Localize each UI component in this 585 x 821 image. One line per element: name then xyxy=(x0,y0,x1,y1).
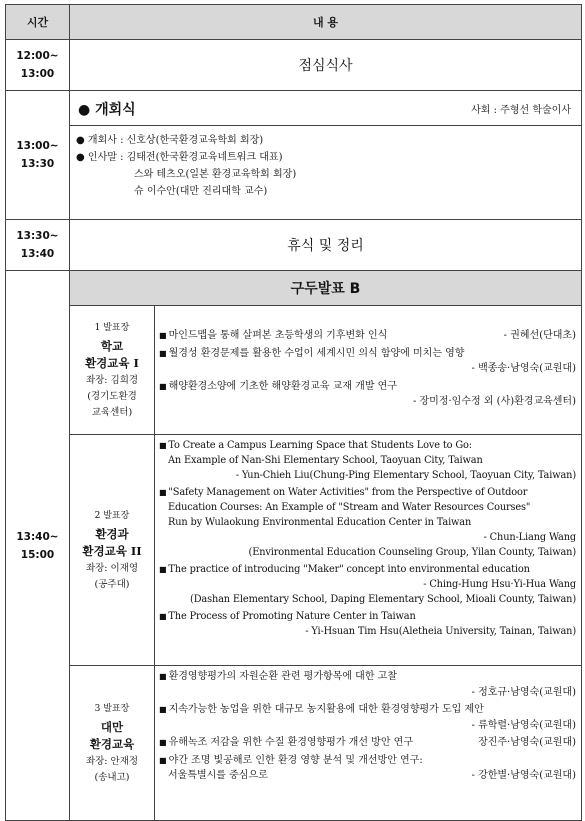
paper-title-cont: Run by Wulaokung Environmental Education Center in Taiwan xyxy=(168,517,472,528)
paper-item xyxy=(159,438,576,483)
paper-item xyxy=(159,669,576,700)
opening-line: ● 개회사 : 신호상(한국환경교육학회 회장) xyxy=(76,135,264,146)
lunch-time-end: 13:00 xyxy=(20,68,55,80)
paper-author: - 류학렬·남영숙(교원대) xyxy=(471,719,576,731)
paper-author: - Yun-Chieh Liu(Chung-Ping Elementary School, Taoyuan City, Taiwan) xyxy=(235,470,576,481)
session-row-3 xyxy=(6,666,582,821)
session-row-1 xyxy=(6,306,582,435)
paper-author: - 권혜선(단대초) xyxy=(503,330,576,342)
oral-title: 구두발표 B xyxy=(70,271,582,306)
paper-item xyxy=(159,379,576,410)
paper-title-cont: 서울특별시를 중심으로 xyxy=(168,770,268,781)
lunch-time-start: 12:00~ xyxy=(16,50,59,62)
session-name: 환경교육 I xyxy=(85,355,139,370)
paper-author: - Chun-Liang Wang xyxy=(483,532,576,543)
paper-affiliation: (Dashan Elementary School, Daping Elementary School, Mioali County, Taiwan) xyxy=(190,594,576,605)
oral-time xyxy=(6,271,70,821)
session-chair: 좌장: 이재영 xyxy=(85,562,139,574)
session-name: 환경교육 II xyxy=(82,543,142,558)
paper-title: ■ "Safety Management on Water Activities" from the Perspective of Outdoor xyxy=(159,485,576,500)
paper-title: ■ 마인드맵을 통해 살펴본 초등학생의 기후변화 인식 xyxy=(159,328,387,344)
session-label: 1 발표장 xyxy=(94,322,130,333)
break-time-end: 13:40 xyxy=(20,248,55,260)
session-chair: 교육센터) xyxy=(91,406,133,418)
paper-item xyxy=(159,328,576,344)
session-label: 3 발표장 xyxy=(94,703,130,714)
session-row-2 xyxy=(6,435,582,666)
session-2-info xyxy=(70,435,155,666)
opening-line: 스와 테츠오(일본 환경교육학회 회장) xyxy=(134,169,297,180)
paper-title: ■ To Create a Campus Learning Space that Students Love to Go: xyxy=(159,438,576,453)
paper-item xyxy=(159,562,576,607)
oral-time-end: 15:00 xyxy=(20,548,55,561)
paper-title-cont: An Example of Nan-Shi Elementary School, Taoyuan City, Taiwan xyxy=(168,455,483,466)
session-chair: 좌장: 안재정 xyxy=(85,755,139,767)
session-2-papers xyxy=(155,435,582,666)
paper-title: ■ 지속가능한 농업을 위한 대규모 농지활용에 대한 환경영향평가 도입 제안 xyxy=(159,702,576,718)
opening-body xyxy=(70,126,582,220)
opening-host: 사회 : 주형선 학술이사 xyxy=(471,105,571,116)
opening-line: ● 인사말 : 김태전(한국환경교육네트워크 대표) xyxy=(76,152,283,163)
session-3-info xyxy=(70,666,155,821)
opening-time-start: 13:00~ xyxy=(16,140,59,152)
break-row xyxy=(6,220,582,271)
paper-author: - Yi-Hsuan Tim Hsu(Aletheia University, Tainan, Taiwan) xyxy=(305,626,576,637)
session-name: 학교 xyxy=(100,338,124,353)
session-3-papers xyxy=(155,666,582,821)
paper-item xyxy=(159,609,576,639)
opening-line: 슈 이수안(대만 진리대학 교수) xyxy=(134,186,268,197)
session-name: 환경교육 xyxy=(89,736,135,751)
paper-author: - Ching-Hung Hsu·Yi-Hua Wang xyxy=(423,579,576,590)
session-1-info xyxy=(70,306,155,435)
oral-time-start: 13:40~ xyxy=(16,530,59,543)
paper-title: ■ The Process of Promoting Nature Center in Taiwan xyxy=(159,609,576,624)
paper-author: 장진주·남영숙(교원대) xyxy=(478,737,576,748)
oral-title-row xyxy=(6,271,582,306)
paper-author: - 장미정·임수정 외 (사)환경교육센터) xyxy=(412,396,576,408)
paper-item xyxy=(159,346,576,377)
lunch-row xyxy=(6,40,582,91)
opening-title: ● 개회식 xyxy=(78,102,136,118)
paper-item xyxy=(159,485,576,560)
session-label: 2 발표장 xyxy=(94,510,130,521)
schedule-table xyxy=(5,4,582,821)
paper-author: - 백종송·남영숙(교원대) xyxy=(471,363,576,375)
session-chair: (송내고) xyxy=(94,771,130,783)
opening-title-cell xyxy=(70,91,582,126)
session-1-papers xyxy=(155,306,582,435)
opening-time-end: 13:30 xyxy=(20,158,55,170)
paper-item xyxy=(159,753,576,784)
opening-body-row xyxy=(6,126,582,220)
paper-title: ■ 환경영향평가의 자원순환 관련 평가항목에 대한 고찰 xyxy=(159,669,576,685)
paper-item xyxy=(159,702,576,733)
lunch-label: 점심식사 xyxy=(70,40,582,91)
content-column-header: 내 용 xyxy=(70,5,582,40)
opening-time xyxy=(6,91,70,220)
break-label: 휴식 및 정리 xyxy=(70,220,582,271)
break-time-start: 13:30~ xyxy=(16,230,59,242)
paper-title: ■ 야간 조명 빛공해로 인한 환경 영향 분석 및 개선방안 연구: xyxy=(159,753,576,769)
session-name: 환경과 xyxy=(95,526,129,541)
session-chair: 좌장: 김희경 xyxy=(85,374,139,386)
session-chair: (공주대) xyxy=(94,578,130,590)
paper-author: - 정호규·남영숙(교원대) xyxy=(471,686,576,698)
session-chair: (경기도환경 xyxy=(87,390,137,402)
opening-title-row xyxy=(6,91,582,126)
paper-title: ■ 유해녹조 저감을 위한 수질 환경영향평가 개선 방안 연구 xyxy=(159,735,413,751)
paper-item xyxy=(159,735,576,751)
paper-author: - 강한별·남영숙(교원대) xyxy=(471,770,576,781)
paper-title: ■ 월경성 환경문제를 활용한 수업이 세계시민 의식 함양에 미치는 영향 xyxy=(159,346,576,362)
paper-affiliation: (Environmental Education Counseling Group, Yilan County, Taiwan) xyxy=(248,547,576,558)
paper-title: ■ The practice of introducing "Maker" concept into environmental education xyxy=(159,562,576,577)
paper-title: ■ 해양환경소양에 기초한 해양환경교육 교재 개발 연구 xyxy=(159,379,576,395)
header-row xyxy=(6,5,582,40)
paper-title-cont: Education Courses: An Example of "Stream and Water Resources Courses" xyxy=(168,502,531,513)
paper-title-row xyxy=(159,768,576,784)
lunch-time xyxy=(6,40,70,91)
time-column-header: 시간 xyxy=(6,5,70,40)
break-time xyxy=(6,220,70,271)
session-name: 대만 xyxy=(100,719,124,734)
